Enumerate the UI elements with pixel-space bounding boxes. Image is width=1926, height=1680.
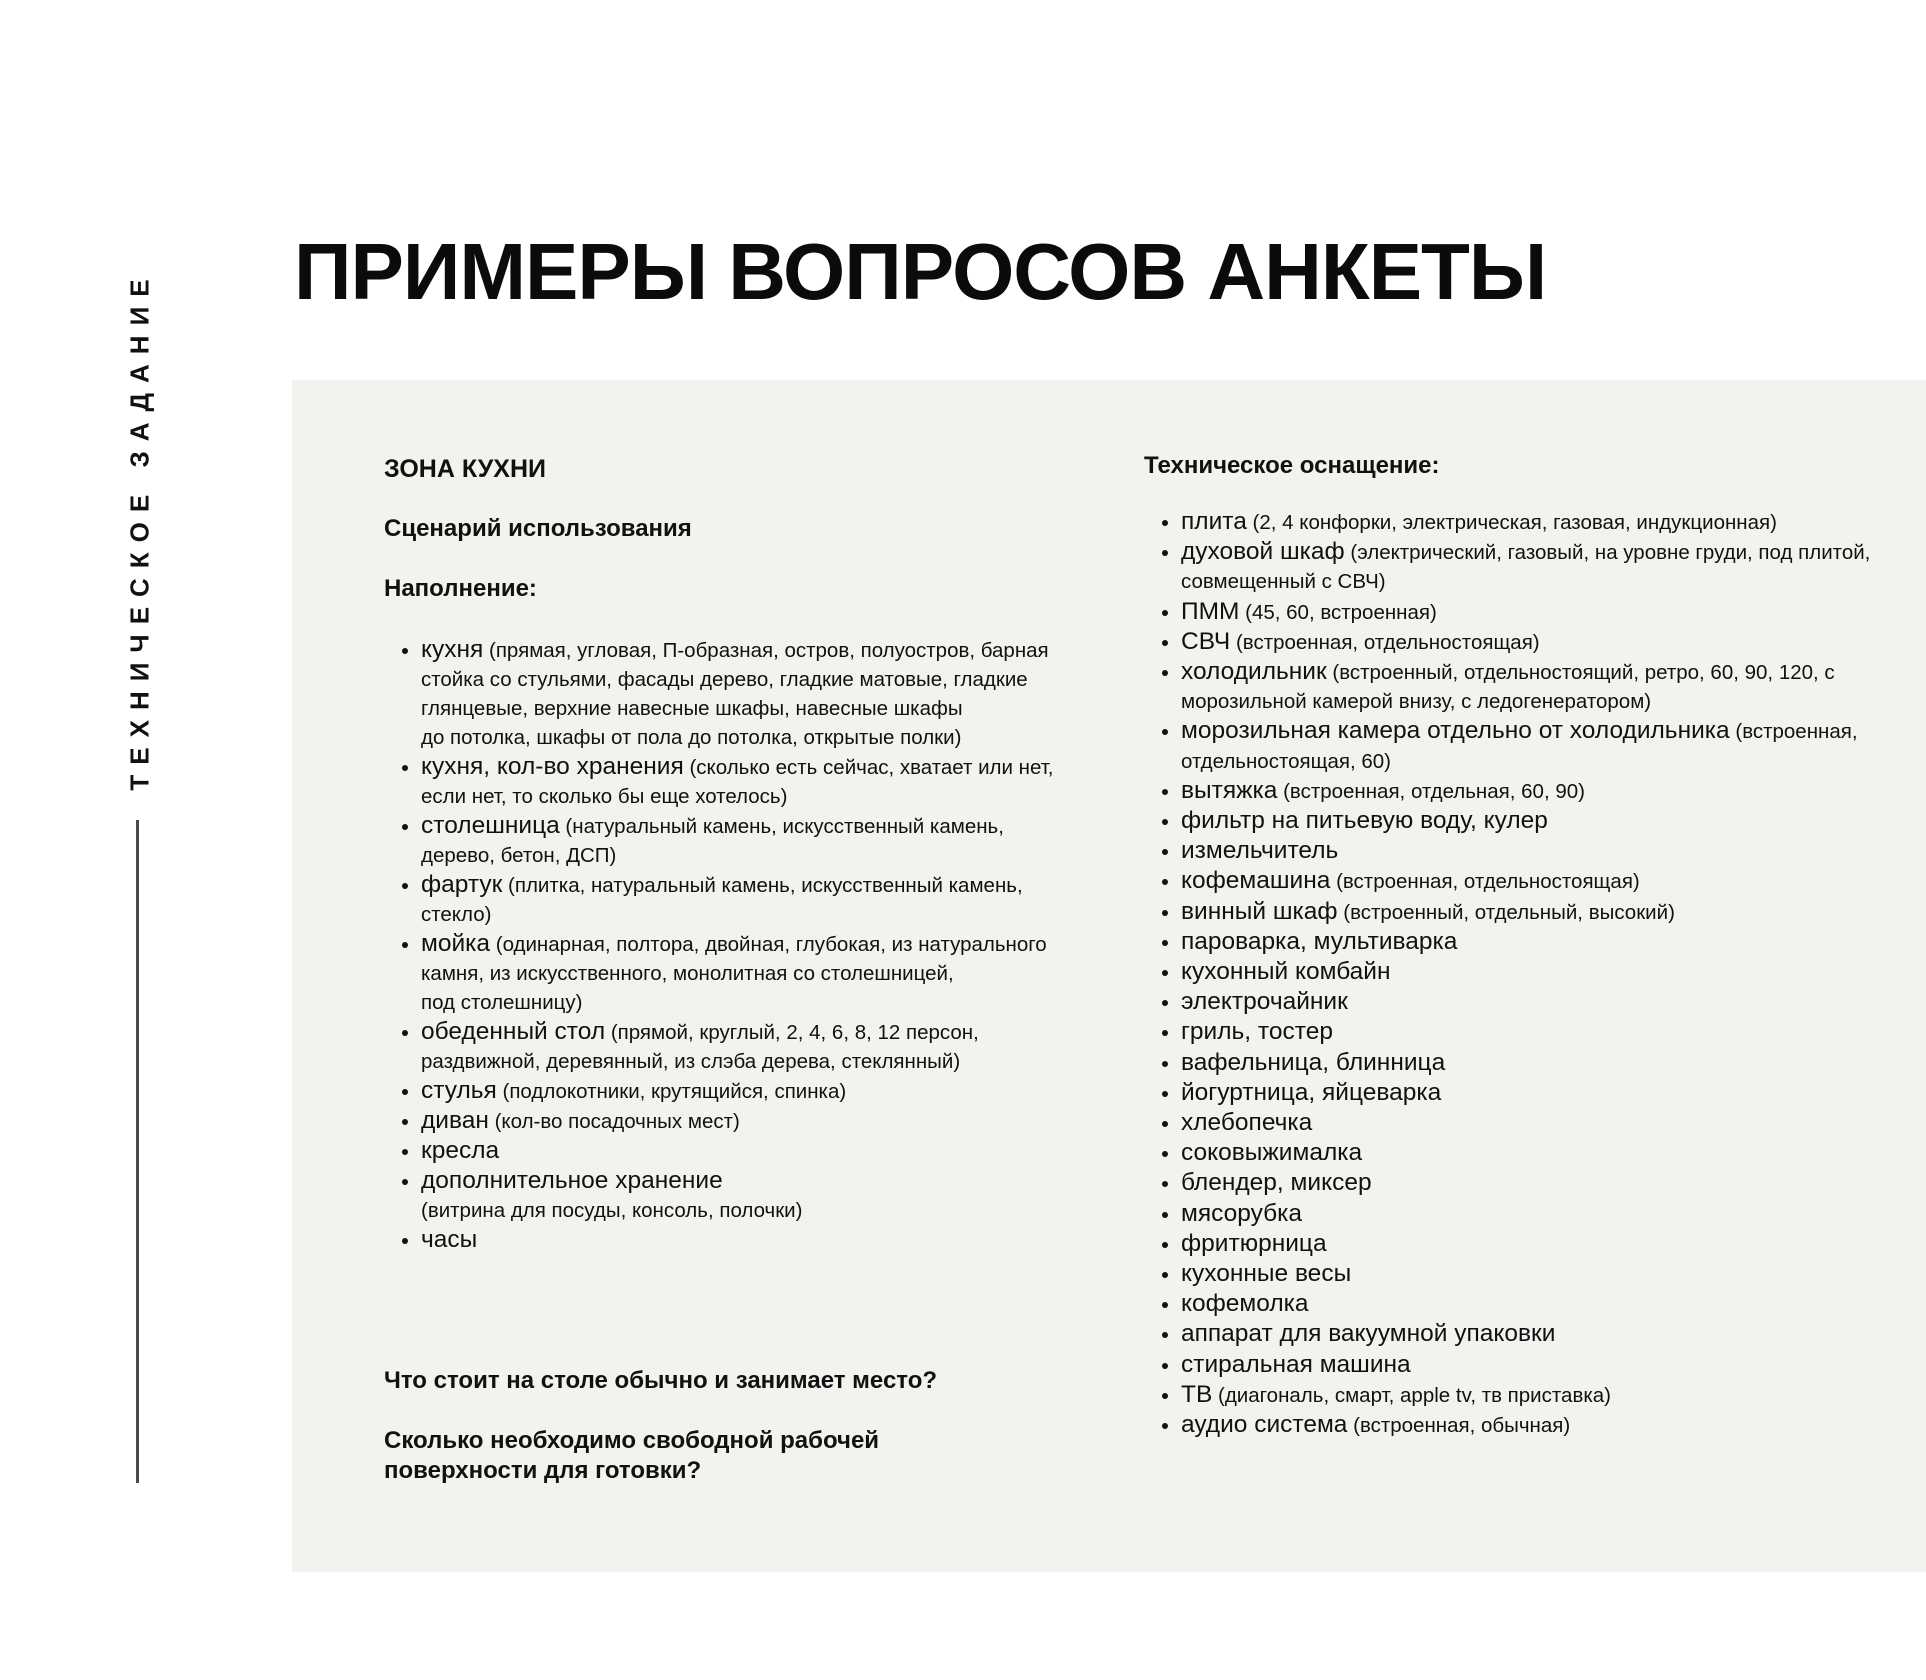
list-item xyxy=(421,1106,1081,1136)
item-title: плита xyxy=(1181,508,1247,535)
list-item xyxy=(1181,1168,1901,1198)
list-item xyxy=(1181,1410,1901,1440)
item-title: вытяжка xyxy=(1181,776,1278,804)
item-title: дополнительное хранение xyxy=(421,1167,723,1194)
filling-heading: Наполнение: xyxy=(384,575,537,602)
equipment-heading: Техническое оснащение: xyxy=(1144,452,1440,479)
list-item xyxy=(1181,987,1901,1017)
item-title: блендер, миксер xyxy=(1181,1169,1372,1197)
item-title: кухня, кол-во хранения xyxy=(421,753,684,780)
item-title: диван xyxy=(421,1107,489,1134)
item-details: (встроенная, обычная) xyxy=(1347,1414,1571,1438)
item-details: (сколько есть сейчас, хватает или нет, если нет, то сколько бы еще хотелось) xyxy=(421,756,1054,808)
item-title: вафельница, блинница xyxy=(1181,1048,1446,1076)
item-title: морозильная камера отдельно от холодильника xyxy=(1181,717,1730,745)
item-details: (встроенный, отдельный, высокий) xyxy=(1337,900,1675,924)
item-details: (встроенная, отдельностоящая) xyxy=(1330,870,1640,894)
content-panel xyxy=(292,380,1926,1572)
item-title: фартук xyxy=(421,871,503,898)
list-item xyxy=(1181,1319,1901,1349)
item-details: (встроенная, отдельностоящая, 60) xyxy=(1181,720,1858,773)
item-details: (натуральный камень, искусственный камень, дерево, бетон, ДСП) xyxy=(421,815,1004,867)
item-title: фритюрница xyxy=(1181,1229,1327,1257)
equipment-list xyxy=(1144,507,1901,1440)
item-title: пароварка, мультиварка xyxy=(1181,927,1458,955)
page-title: ПРИМЕРЫ ВОПРОСОВ АНКЕТЫ xyxy=(294,227,1547,316)
filling-list xyxy=(384,635,1081,1255)
item-title: йогуртница, яйцеварка xyxy=(1181,1078,1442,1106)
side-divider-line xyxy=(136,820,139,1483)
item-details: (подлокотники, крутящийся, спинка) xyxy=(496,1080,847,1103)
list-item xyxy=(1181,657,1901,716)
item-details: (прямая, угловая, П-образная, остров, полуостров, барная стойка со стульями, фасады дерево, гладкие матовые, гладкие глянцевые, верхние навесные шкафы, навесные шкафы до потолка, шкафы от пола до потолка, открытые полки) xyxy=(421,639,1049,749)
list-item xyxy=(421,1225,1081,1255)
item-title: мойка xyxy=(421,930,491,957)
list-item xyxy=(421,635,1081,752)
list-item xyxy=(1181,1380,1901,1410)
list-item xyxy=(1181,1350,1901,1380)
list-item xyxy=(1181,957,1901,987)
list-item xyxy=(1181,1017,1901,1047)
list-item xyxy=(421,752,1081,811)
item-title: часы xyxy=(421,1226,478,1253)
item-title: обеденный стол xyxy=(421,1018,606,1045)
list-item xyxy=(1181,927,1901,957)
list-item xyxy=(421,811,1081,870)
list-item xyxy=(1181,1138,1901,1168)
item-details: (встроенная, отдельностоящая) xyxy=(1230,630,1540,654)
item-title: холодильник xyxy=(1181,658,1327,686)
item-title: мясорубка xyxy=(1181,1199,1303,1227)
item-title: кресла xyxy=(421,1137,500,1164)
item-title: СВЧ xyxy=(1181,627,1231,655)
item-details: (2, 4 конфорки, электрическая, газовая, индукционная) xyxy=(1246,511,1777,534)
list-item xyxy=(421,1076,1081,1106)
list-item xyxy=(421,929,1081,1017)
item-title: духовой шкаф xyxy=(1181,538,1345,566)
list-item xyxy=(1181,1048,1901,1078)
list-item xyxy=(1181,866,1901,896)
list-item xyxy=(1181,716,1901,775)
item-title: стиральная машина xyxy=(1181,1350,1411,1378)
question-work-surface: Сколько необходимо свободной рабочей поверхности для готовки? xyxy=(384,1427,880,1484)
list-item xyxy=(1181,1108,1901,1138)
item-details: (встроенная, отдельная, 60, 90) xyxy=(1277,779,1585,803)
item-title: аппарат для вакуумной упаковки xyxy=(1181,1320,1556,1348)
list-item xyxy=(421,1136,1081,1166)
list-item xyxy=(1181,806,1901,836)
item-details: (кол-во посадочных мест) xyxy=(488,1110,740,1133)
item-title: кофемашина xyxy=(1181,867,1331,895)
list-item xyxy=(421,870,1081,929)
item-details: (прямой, круглый, 2, 4, 6, 8, 12 персон, раздвижной, деревянный, из слэба дерева, стеклянный) xyxy=(421,1021,979,1073)
item-details: (витрина для посуды, консоль, полочки) xyxy=(421,1199,803,1222)
item-title: кухонные весы xyxy=(1181,1260,1352,1288)
list-item xyxy=(1181,507,1901,537)
item-title: аудио система xyxy=(1181,1411,1348,1439)
zone-heading: ЗОНА КУХНИ xyxy=(384,455,546,483)
item-details: (одинарная, полтора, двойная, глубокая, из натурального камня, из искусственного, монолитная со столешницей, под столешницу) xyxy=(421,933,1047,1014)
item-title: кофемолка xyxy=(1181,1290,1309,1318)
item-title: соковыжималка xyxy=(1181,1139,1363,1167)
item-details: (диагональ, смарт, apple tv, тв приставка) xyxy=(1212,1383,1611,1407)
item-details: (плитка, натуральный камень, искусственный камень, стекло) xyxy=(421,874,1023,926)
list-item xyxy=(1181,897,1901,927)
list-item xyxy=(1181,1229,1901,1259)
side-label: ТЕХНИЧЕСКОЕ ЗАДАНИЕ xyxy=(124,269,155,791)
list-item xyxy=(1181,776,1901,806)
item-title: ТВ xyxy=(1181,1380,1213,1408)
list-item xyxy=(1181,597,1901,627)
item-title: фильтр на питьевую воду, кулер xyxy=(1181,807,1548,835)
list-item xyxy=(1181,537,1901,596)
item-title: кухня xyxy=(421,636,484,663)
list-item xyxy=(421,1166,1081,1225)
item-details: (электрический, газовый, на уровне груди, под плитой, совмещенный с СВЧ) xyxy=(1181,541,1871,594)
list-item xyxy=(1181,627,1901,657)
item-details: (45, 60, встроенная) xyxy=(1239,600,1437,624)
item-title: кухонный комбайн xyxy=(1181,958,1391,986)
list-item xyxy=(1181,1289,1901,1319)
item-title: гриль, тостер xyxy=(1181,1018,1333,1046)
item-details: (встроенный, отдельностоящий, ретро, 60, 90, 120, с морозильной камерой внизу, с ледогенератором) xyxy=(1181,661,1835,714)
list-item xyxy=(1181,1078,1901,1108)
item-title: электрочайник xyxy=(1181,988,1348,1016)
list-item xyxy=(1181,1259,1901,1289)
item-title: ПММ xyxy=(1181,597,1240,625)
list-item xyxy=(1181,1199,1901,1229)
item-title: хлебопечка xyxy=(1181,1109,1313,1137)
item-title: стулья xyxy=(421,1077,497,1104)
scenario-heading: Сценарий использования xyxy=(384,515,692,542)
item-title: столешница xyxy=(421,812,560,839)
list-item xyxy=(1181,836,1901,866)
item-title: винный шкаф xyxy=(1181,897,1338,925)
list-item xyxy=(421,1017,1081,1076)
item-title: измельчитель xyxy=(1181,837,1339,865)
question-table-items: Что стоит на столе обычно и занимает место? xyxy=(384,1367,938,1394)
